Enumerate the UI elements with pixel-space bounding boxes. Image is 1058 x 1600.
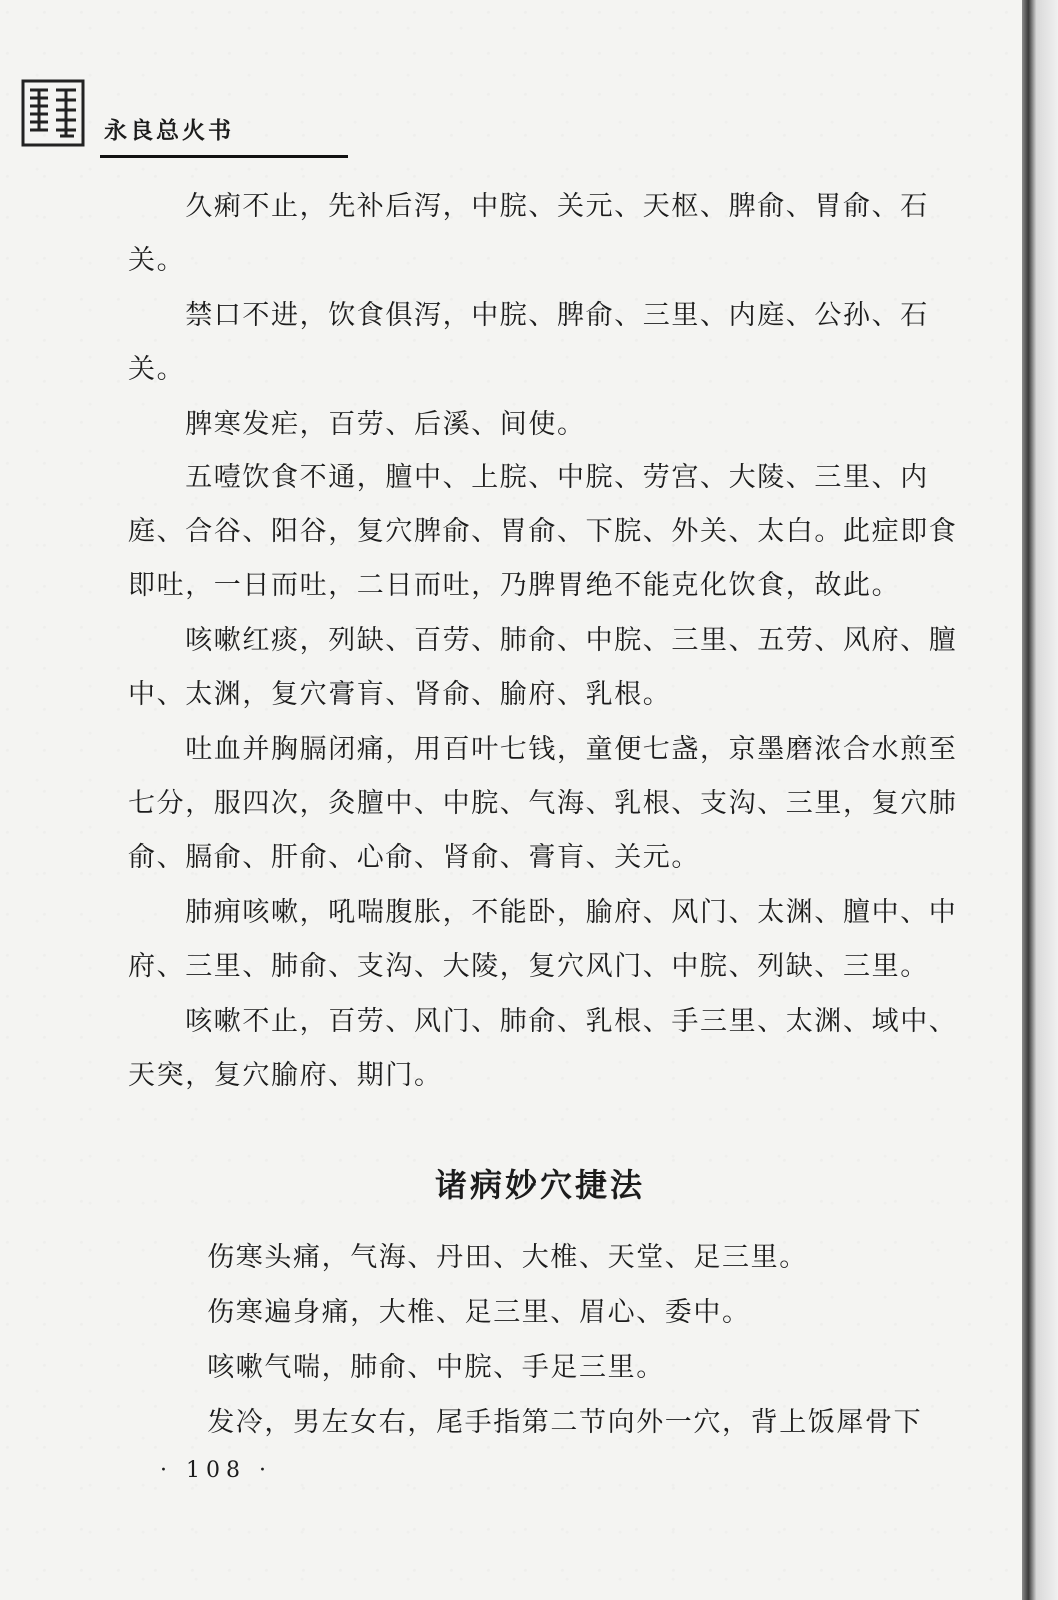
paragraph-4: 五噎饮食不通，膻中、上脘、中脘、劳宫、大陵、三里、内庭、合谷、阳谷，复穴脾俞、胃俞、下脘、外关、太白。此症即食即吐，一日而吐，二日而吐，乃脾胃绝不能克化饮食，故此。 <box>128 462 958 601</box>
page-number: · 108 · <box>160 1458 272 1483</box>
scan-edge-shadow <box>1022 0 1058 1600</box>
header-rule <box>100 155 348 158</box>
section-paragraph-3: 咳嗽气喘，肺俞、中脘、手足三里。 <box>150 1352 665 1383</box>
paragraph-2: 禁口不进，饮食俱泻，中脘、脾俞、三里、内庭、公孙、石关。 <box>128 300 929 385</box>
paragraph-6: 吐血并胸膈闭痛，用百叶七钱，童便七盏，京墨磨浓合水煎至七分，服四次，灸膻中、中脘、气海、乳根、支沟、三里，复穴肺俞、膈俞、肝俞、心俞、肾俞、膏肓、关元。 <box>128 734 958 873</box>
running-header-title: 永良总火书 <box>104 118 234 144</box>
section-paragraph-1: 伤寒头痛，气海、丹田、大椎、天堂、足三里。 <box>150 1242 808 1273</box>
paragraph-1: 久痢不止，先补后泻，中脘、关元、天枢、脾俞、胃俞、石关。 <box>128 191 929 276</box>
section-paragraph-2: 伤寒遍身痛，大椎、足三里、眉心、委中。 <box>150 1297 751 1328</box>
paragraph-7: 肺痈咳嗽，吼喘腹胀，不能卧，腧府、风门、太渊、膻中、中府、三里、肺俞、支沟、大陵，复穴风门、中脘、列缺、三里。 <box>128 897 958 982</box>
section-heading: 诸病妙穴捷法 <box>434 1166 645 1204</box>
paragraph-3: 脾寒发疟，百劳、后溪、间使。 <box>128 409 586 440</box>
paragraph-5: 咳嗽红痰，列缺、百劳、肺俞、中脘、三里、五劳、风府、膻中、太渊，复穴膏肓、肾俞、腧府、乳根。 <box>128 625 958 710</box>
seal-stamp-icon <box>20 78 86 148</box>
section-paragraph-4: 发冷，男左女右，尾手指第二节向外一穴，背上饭犀骨下 <box>150 1407 923 1438</box>
paragraph-8: 咳嗽不止，百劳、风门、肺俞、乳根、手三里、太渊、域中、天突，复穴腧府、期门。 <box>128 1006 958 1091</box>
